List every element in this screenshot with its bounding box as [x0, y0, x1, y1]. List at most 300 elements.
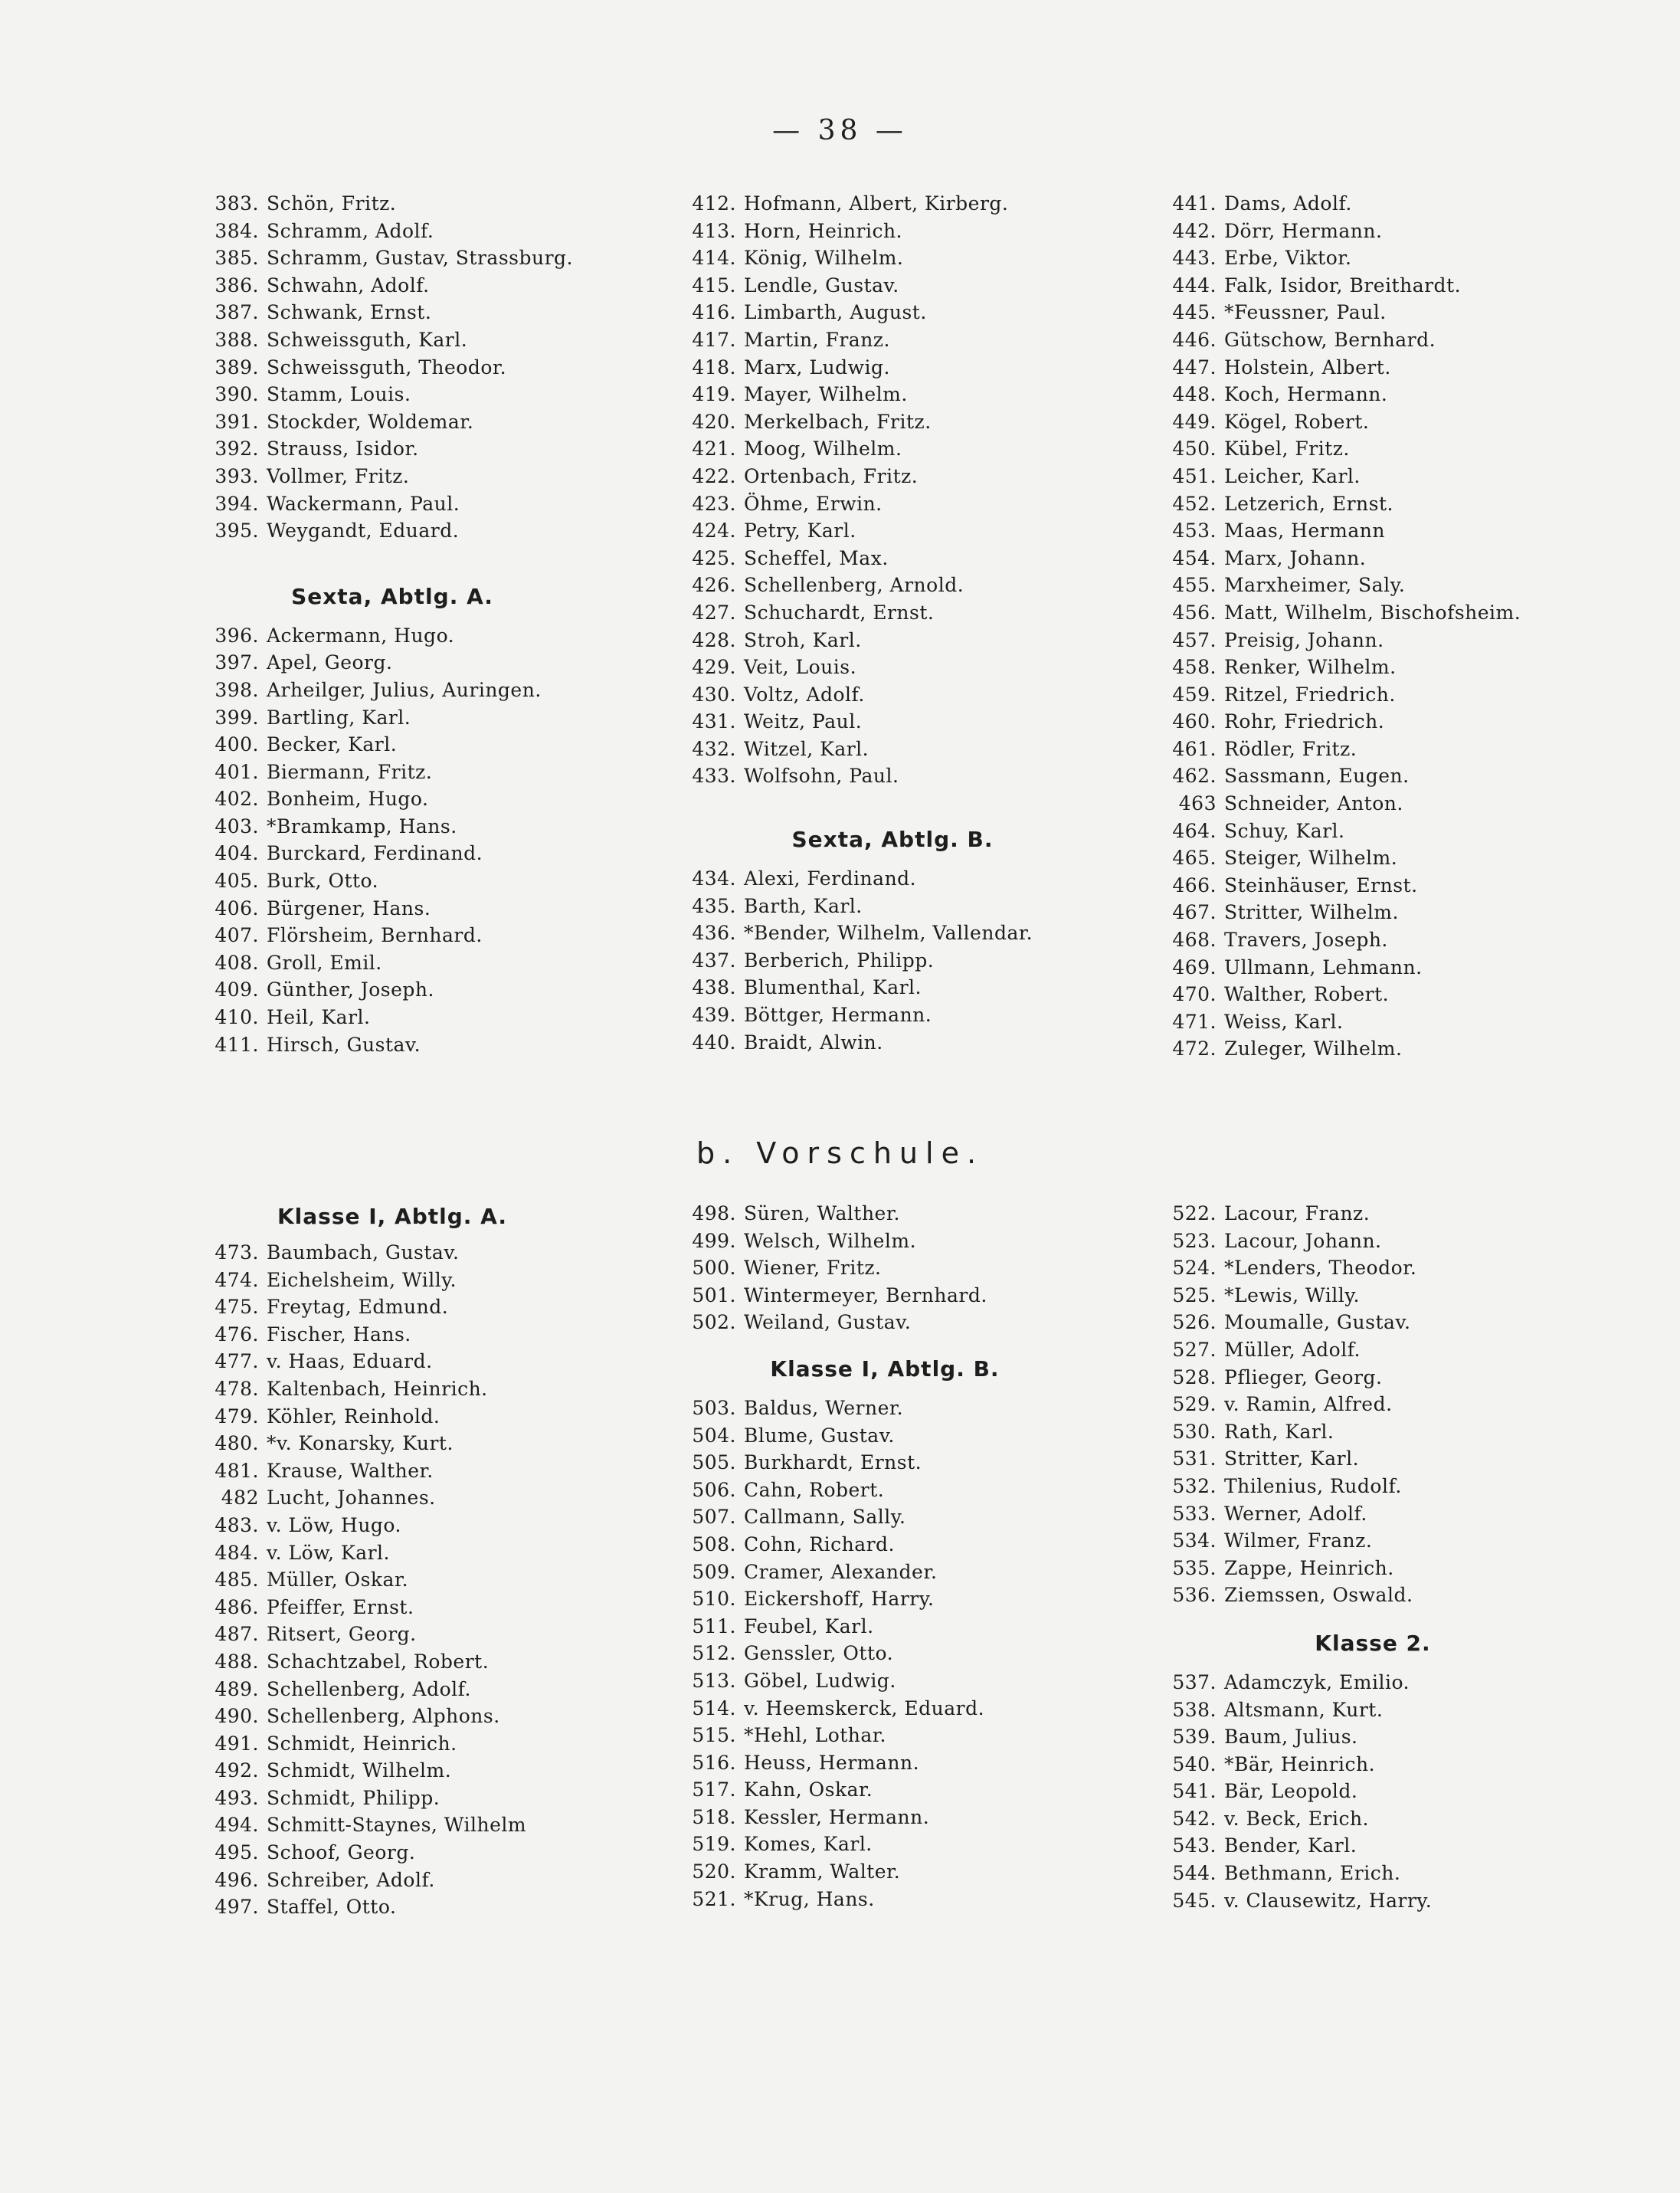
- entry-number: 472.: [1172, 1037, 1217, 1060]
- list-item: [1158, 1445, 1633, 1473]
- entry-name: Bender, Karl.: [1224, 1834, 1357, 1857]
- entry-number: 476.: [215, 1323, 259, 1346]
- list-item: [201, 1004, 676, 1031]
- list-item: [201, 759, 676, 786]
- list-item: [201, 677, 676, 704]
- entry-number: 489.: [215, 1677, 259, 1700]
- list-item: [1158, 408, 1633, 436]
- list-item: [1158, 627, 1633, 654]
- entry-name: v. Löw, Karl.: [267, 1541, 391, 1564]
- entry-number: 513.: [692, 1669, 736, 1692]
- list-item: [201, 326, 676, 354]
- list-item: [201, 1293, 676, 1321]
- entry-number: 400.: [215, 733, 259, 756]
- entry-name: *Bender, Wilhelm, Vallendar.: [744, 922, 1033, 945]
- section-heading: Sexta, Abtlg. A.: [291, 583, 493, 609]
- entry-name: Schuy, Karl.: [1224, 819, 1345, 842]
- entry-name: Rohr, Friedrich.: [1224, 710, 1385, 733]
- entry-number: 506.: [692, 1478, 736, 1501]
- list-item: [201, 731, 676, 759]
- entry-name: Falk, Isidor, Breithardt.: [1224, 274, 1462, 297]
- entry-name: Weiland, Gustav.: [744, 1311, 912, 1334]
- entry-list: [678, 1395, 1153, 1913]
- entry-name: Pfeiffer, Ernst.: [267, 1595, 414, 1618]
- entry-number: 527.: [1172, 1338, 1217, 1361]
- entry-name: Barth, Karl.: [744, 894, 863, 917]
- entry-number: 463: [1178, 792, 1217, 815]
- entry-number: 491.: [215, 1732, 259, 1755]
- entry-number: 504.: [692, 1424, 736, 1447]
- entry-number: 433.: [692, 765, 736, 788]
- entry-number: 397.: [215, 651, 259, 674]
- entry-number: 536.: [1172, 1584, 1217, 1607]
- list-item: [678, 1776, 1153, 1804]
- entry-number: 464.: [1172, 819, 1217, 842]
- list-item: [201, 1839, 676, 1867]
- list-item: [678, 408, 1153, 436]
- list-item: [1158, 1336, 1633, 1364]
- list-item: [678, 1886, 1153, 1913]
- entry-number: 522.: [1172, 1202, 1217, 1224]
- entry-name: Eichelsheim, Willy.: [267, 1268, 457, 1291]
- entry-name: Kögel, Robert.: [1224, 410, 1370, 433]
- entry-number: 395.: [215, 520, 259, 543]
- entry-name: Schellenberg, Alphons.: [267, 1705, 500, 1728]
- list-item: [201, 785, 676, 813]
- entry-number: 488.: [215, 1650, 259, 1673]
- list-item: [1158, 899, 1633, 926]
- entry-number: 486.: [215, 1595, 259, 1618]
- entry-name: *Bär, Heinrich.: [1224, 1752, 1376, 1775]
- list-item: [678, 654, 1153, 681]
- entry-number: 450.: [1172, 438, 1217, 461]
- entry-name: Baumbach, Gustav.: [267, 1241, 460, 1264]
- list-item: [1158, 1555, 1633, 1582]
- entry-name: Schramm, Adolf.: [267, 219, 434, 242]
- list-item: [201, 1031, 676, 1059]
- entry-name: Cahn, Robert.: [744, 1478, 885, 1501]
- list-item: [1158, 954, 1633, 982]
- entry-number: 402.: [215, 788, 259, 811]
- entry-name: Hofmann, Albert, Kirberg.: [744, 192, 1009, 215]
- entry-name: Wiener, Fritz.: [744, 1257, 882, 1280]
- list-item: [201, 190, 676, 218]
- entry-number: 505.: [692, 1451, 736, 1474]
- entry-name: Ortenbach, Fritz.: [744, 464, 919, 487]
- list-item: [201, 490, 676, 518]
- entry-name: Wilmer, Franz.: [1224, 1529, 1373, 1552]
- section-title: b. Vorschule.: [696, 1136, 984, 1170]
- entry-name: Alexi, Ferdinand.: [744, 867, 917, 890]
- entry-number: 446.: [1172, 328, 1217, 351]
- entry-number: 496.: [215, 1868, 259, 1891]
- entry-name: Walther, Robert.: [1224, 983, 1390, 1006]
- list-item: [1158, 517, 1633, 545]
- entry-name: Moumalle, Gustav.: [1224, 1311, 1411, 1334]
- list-item: [678, 708, 1153, 736]
- list-item: [678, 1200, 1153, 1228]
- list-item: [678, 354, 1153, 382]
- entry-number: 440.: [692, 1031, 736, 1054]
- entry-name: Adamczyk, Emilio.: [1224, 1670, 1410, 1693]
- list-item: [1158, 1008, 1633, 1036]
- lower-column-3: [1158, 1200, 1633, 1914]
- entry-number: 495.: [215, 1841, 259, 1864]
- list-item: [678, 1640, 1153, 1667]
- section-heading: Klasse 2.: [1315, 1630, 1431, 1656]
- entry-number: 398.: [215, 678, 259, 701]
- entry-name: Weygandt, Eduard.: [267, 520, 460, 543]
- list-item: [201, 1594, 676, 1621]
- entry-number: 442.: [1172, 219, 1217, 242]
- entry-name: Stritter, Karl.: [1224, 1447, 1360, 1470]
- list-item: [201, 1239, 676, 1267]
- list-item: [678, 1309, 1153, 1336]
- entry-number: 441.: [1172, 192, 1217, 215]
- entry-name: Kramm, Walter.: [744, 1860, 901, 1883]
- list-item: [678, 1585, 1153, 1613]
- entry-number: 459.: [1172, 683, 1217, 706]
- entry-number: 497.: [215, 1896, 259, 1919]
- entry-name: Bürgener, Hans.: [267, 897, 431, 919]
- entry-name: *Hehl, Lothar.: [744, 1724, 886, 1747]
- list-item: [1158, 681, 1633, 709]
- entry-number: 524.: [1172, 1257, 1217, 1280]
- list-item: [201, 435, 676, 463]
- entry-name: Scheffel, Max.: [744, 546, 889, 569]
- list-item: [678, 1667, 1153, 1695]
- entry-number: 511.: [692, 1614, 736, 1637]
- entry-number: 389.: [215, 356, 259, 379]
- list-item: [678, 1282, 1153, 1310]
- entry-number: 438.: [692, 976, 736, 999]
- entry-number: 501.: [692, 1283, 736, 1306]
- entry-name: Köhler, Reinhold.: [267, 1405, 440, 1428]
- entry-number: 475.: [215, 1296, 259, 1319]
- entry-number: 422.: [692, 464, 736, 487]
- entry-name: Werner, Adolf.: [1224, 1502, 1367, 1525]
- list-item: [201, 1703, 676, 1730]
- list-item: [201, 840, 676, 867]
- list-item: [1158, 1228, 1633, 1255]
- list-item: [201, 1348, 676, 1375]
- entry-number: 492.: [215, 1759, 259, 1782]
- list-item: [1158, 326, 1633, 354]
- entry-number: 409.: [215, 978, 259, 1001]
- list-item: [1158, 435, 1633, 463]
- entry-number: 532.: [1172, 1474, 1217, 1497]
- entry-name: Schellenberg, Arnold.: [744, 574, 964, 597]
- list-item: [1158, 1778, 1633, 1805]
- list-item: [201, 1867, 676, 1894]
- list-item: [678, 517, 1153, 545]
- upper-column-1: [201, 190, 676, 1058]
- entry-number: 429.: [692, 656, 736, 679]
- list-item: [201, 244, 676, 272]
- list-item: [1158, 708, 1633, 736]
- entry-name: Schachtzabel, Robert.: [267, 1650, 490, 1673]
- entry-number: 518.: [692, 1805, 736, 1828]
- entry-name: Schuchardt, Ernst.: [744, 601, 935, 624]
- list-item: [1158, 1527, 1633, 1555]
- entry-name: Preisig, Johann.: [1224, 628, 1384, 651]
- list-item: [201, 1785, 676, 1812]
- list-item: [201, 299, 676, 326]
- entry-name: Burckard, Ferdinand.: [267, 842, 483, 865]
- list-item: [678, 1531, 1153, 1559]
- entry-name: Burk, Otto.: [267, 870, 379, 893]
- entry-number: 500.: [692, 1257, 736, 1280]
- entry-name: Merkelbach, Fritz.: [744, 410, 932, 433]
- entry-number: 424.: [692, 520, 736, 543]
- list-item: [201, 622, 676, 650]
- entry-number: 502.: [692, 1311, 736, 1334]
- entry-number: 394.: [215, 492, 259, 515]
- entry-name: v. Ramin, Alfred.: [1224, 1393, 1393, 1416]
- entry-name: Sassmann, Eugen.: [1224, 765, 1410, 788]
- upper-column-3: [1158, 190, 1633, 1063]
- entry-name: Groll, Emil.: [267, 951, 382, 974]
- entry-number: 493.: [215, 1786, 259, 1809]
- entry-number: 391.: [215, 410, 259, 433]
- entry-name: Schön, Fritz.: [267, 192, 397, 215]
- entry-name: Witzel, Karl.: [744, 737, 869, 760]
- entry-name: Pflieger, Georg.: [1224, 1365, 1383, 1388]
- list-item: [201, 949, 676, 977]
- entry-number: 425.: [692, 546, 736, 569]
- entry-name: Leicher, Karl.: [1224, 464, 1361, 487]
- entry-number: 537.: [1172, 1670, 1217, 1693]
- entry-list: [201, 622, 676, 1059]
- entry-name: Schramm, Gustav, Strassburg.: [267, 247, 573, 270]
- section-heading: Klasse I, Abtlg. A.: [277, 1204, 507, 1229]
- entry-name: Heuss, Hermann.: [744, 1751, 920, 1774]
- list-item: [678, 463, 1153, 490]
- list-item: [678, 681, 1153, 709]
- entry-list: [201, 1239, 676, 1921]
- entry-name: Arheilger, Julius, Auringen.: [267, 678, 542, 701]
- entry-number: 444.: [1172, 274, 1217, 297]
- entry-name: Rath, Karl.: [1224, 1420, 1335, 1443]
- entry-number: 416.: [692, 301, 736, 324]
- entry-name: Bär, Leopold.: [1224, 1780, 1358, 1803]
- list-item: [678, 1858, 1153, 1886]
- list-item: [678, 326, 1153, 354]
- entry-name: Moog, Wilhelm.: [744, 438, 902, 461]
- list-item: [1158, 299, 1633, 326]
- entry-name: Burkhardt, Ernst.: [744, 1451, 922, 1474]
- entry-name: Horn, Heinrich.: [744, 219, 902, 242]
- entry-name: Cohn, Richard.: [744, 1532, 896, 1555]
- entry-number: 432.: [692, 737, 736, 760]
- entry-list: [201, 190, 676, 545]
- entry-number: 529.: [1172, 1393, 1217, 1416]
- entry-number: 533.: [1172, 1502, 1217, 1525]
- entry-name: Travers, Joseph.: [1224, 929, 1388, 952]
- entry-number: 508.: [692, 1532, 736, 1555]
- list-item: [678, 1422, 1153, 1450]
- list-item: [678, 1001, 1153, 1029]
- entry-name: Schoof, Georg.: [267, 1841, 416, 1864]
- entry-number: 507.: [692, 1506, 736, 1529]
- list-item: [1158, 844, 1633, 872]
- list-item: [678, 572, 1153, 599]
- list-item: [1158, 190, 1633, 218]
- entry-name: Müller, Oskar.: [267, 1569, 409, 1591]
- list-item: [1158, 1751, 1633, 1778]
- entry-name: Stritter, Wilhelm.: [1224, 901, 1399, 924]
- entry-number: 407.: [215, 924, 259, 947]
- list-item: [678, 865, 1153, 893]
- entry-number: 387.: [215, 301, 259, 324]
- list-item: [1158, 272, 1633, 300]
- list-item: [201, 1811, 676, 1839]
- list-item: [1158, 463, 1633, 490]
- list-item: [1158, 1254, 1633, 1282]
- list-item: [678, 1722, 1153, 1749]
- entry-number: 443.: [1172, 247, 1217, 270]
- entry-number: 514.: [692, 1696, 736, 1719]
- entry-name: *Bramkamp, Hans.: [267, 815, 457, 838]
- section-heading: Sexta, Abtlg. B.: [791, 827, 994, 853]
- list-item: [201, 1676, 676, 1703]
- entry-number: 462.: [1172, 765, 1217, 788]
- entry-name: Kahn, Oskar.: [744, 1778, 873, 1801]
- entry-name: Cramer, Alexander.: [744, 1560, 938, 1583]
- entry-number: 483.: [215, 1513, 259, 1536]
- list-item: [1158, 1860, 1633, 1887]
- entry-number: 471.: [1172, 1010, 1217, 1033]
- entry-number: 544.: [1172, 1862, 1217, 1885]
- list-item: [201, 1484, 676, 1512]
- list-item: [1158, 218, 1633, 245]
- list-item: [1158, 872, 1633, 900]
- list-item: [1158, 762, 1633, 790]
- entry-number: 419.: [692, 383, 736, 406]
- list-item: [201, 381, 676, 408]
- list-item: [1158, 1832, 1633, 1860]
- list-item: [201, 1321, 676, 1349]
- entry-number: 466.: [1172, 874, 1217, 897]
- entry-name: Veit, Louis.: [744, 656, 857, 679]
- list-item: [201, 408, 676, 436]
- entry-name: Dörr, Hermann.: [1224, 219, 1383, 242]
- entry-number: 452.: [1172, 492, 1217, 515]
- entry-name: Lendle, Gustav.: [744, 274, 899, 297]
- list-item: [678, 1477, 1153, 1504]
- entry-number: 515.: [692, 1724, 736, 1747]
- entry-number: 430.: [692, 683, 736, 706]
- list-item: [1158, 490, 1633, 518]
- entry-number: 388.: [215, 328, 259, 351]
- entry-name: *Lewis, Willy.: [1224, 1283, 1361, 1306]
- list-item: [678, 627, 1153, 654]
- list-item: [678, 490, 1153, 518]
- entry-number: 385.: [215, 247, 259, 270]
- entry-number: 481.: [215, 1459, 259, 1482]
- entry-number: 509.: [692, 1560, 736, 1583]
- entry-number: 517.: [692, 1778, 736, 1801]
- entry-name: Lacour, Johann.: [1224, 1229, 1382, 1252]
- list-item: [1158, 1282, 1633, 1310]
- entry-number: 383.: [215, 192, 259, 215]
- entry-name: Rödler, Fritz.: [1224, 737, 1357, 760]
- list-item: [201, 1267, 676, 1294]
- entry-number: 545.: [1172, 1889, 1217, 1912]
- entry-name: Mayer, Wilhelm.: [744, 383, 908, 406]
- entry-name: v. Löw, Hugo.: [267, 1513, 401, 1536]
- entry-name: Lucht, Johannes.: [267, 1487, 436, 1510]
- entry-list: [678, 1200, 1153, 1336]
- list-item: [678, 1749, 1153, 1777]
- list-item: [1158, 1391, 1633, 1418]
- list-item: [678, 272, 1153, 300]
- entry-name: Schmidt, Heinrich.: [267, 1732, 457, 1755]
- entry-number: 386.: [215, 274, 259, 297]
- entry-name: Renker, Wilhelm.: [1224, 656, 1397, 679]
- entry-number: 467.: [1172, 901, 1217, 924]
- page-number: — 38 —: [772, 115, 908, 146]
- list-item: [201, 813, 676, 841]
- list-item: [201, 867, 676, 895]
- entry-number: 408.: [215, 951, 259, 974]
- entry-name: Böttger, Hermann.: [744, 1004, 932, 1027]
- entry-number: 404.: [215, 842, 259, 865]
- entry-name: Bonheim, Hugo.: [267, 788, 429, 811]
- entry-name: v. Haas, Eduard.: [267, 1350, 433, 1373]
- list-item: [678, 1804, 1153, 1831]
- entry-number: 534.: [1172, 1529, 1217, 1552]
- entry-number: 521.: [692, 1887, 736, 1910]
- entry-number: 465.: [1172, 847, 1217, 870]
- entry-number: 535.: [1172, 1556, 1217, 1579]
- entry-number: 418.: [692, 356, 736, 379]
- lower-column-1: [201, 1198, 676, 1921]
- list-item: [201, 976, 676, 1004]
- entry-name: Maas, Hermann: [1224, 520, 1385, 543]
- entry-number: 461.: [1172, 737, 1217, 760]
- entry-name: Becker, Karl.: [267, 733, 398, 756]
- list-item: [201, 704, 676, 732]
- entry-name: *Feussner, Paul.: [1224, 301, 1387, 324]
- entry-name: Blumenthal, Karl.: [744, 976, 922, 999]
- entry-name: *Lenders, Theodor.: [1224, 1257, 1417, 1280]
- entry-number: 436.: [692, 922, 736, 945]
- entry-name: Schmidt, Wilhelm.: [267, 1759, 452, 1782]
- entry-number: 530.: [1172, 1420, 1217, 1443]
- list-item: [1158, 654, 1633, 681]
- list-item: [201, 1539, 676, 1567]
- list-item: [678, 947, 1153, 975]
- entry-name: *v. Konarsky, Kurt.: [267, 1432, 454, 1455]
- list-item: [1158, 1696, 1633, 1724]
- list-item: [678, 1254, 1153, 1282]
- list-item: [1158, 572, 1633, 599]
- list-item: [678, 893, 1153, 920]
- entry-number: 453.: [1172, 520, 1217, 543]
- entry-list: [1158, 1200, 1633, 1609]
- entry-number: 487.: [215, 1623, 259, 1646]
- list-item: [678, 762, 1153, 790]
- list-item: [1158, 981, 1633, 1008]
- entry-name: Limbarth, August.: [744, 301, 927, 324]
- entry-name: Petry, Karl.: [744, 520, 856, 543]
- entry-number: 526.: [1172, 1311, 1217, 1334]
- entry-name: Berberich, Philipp.: [744, 949, 935, 972]
- list-item: [201, 1430, 676, 1457]
- entry-name: Fischer, Hans.: [267, 1323, 411, 1346]
- entry-name: Baldus, Werner.: [744, 1396, 904, 1419]
